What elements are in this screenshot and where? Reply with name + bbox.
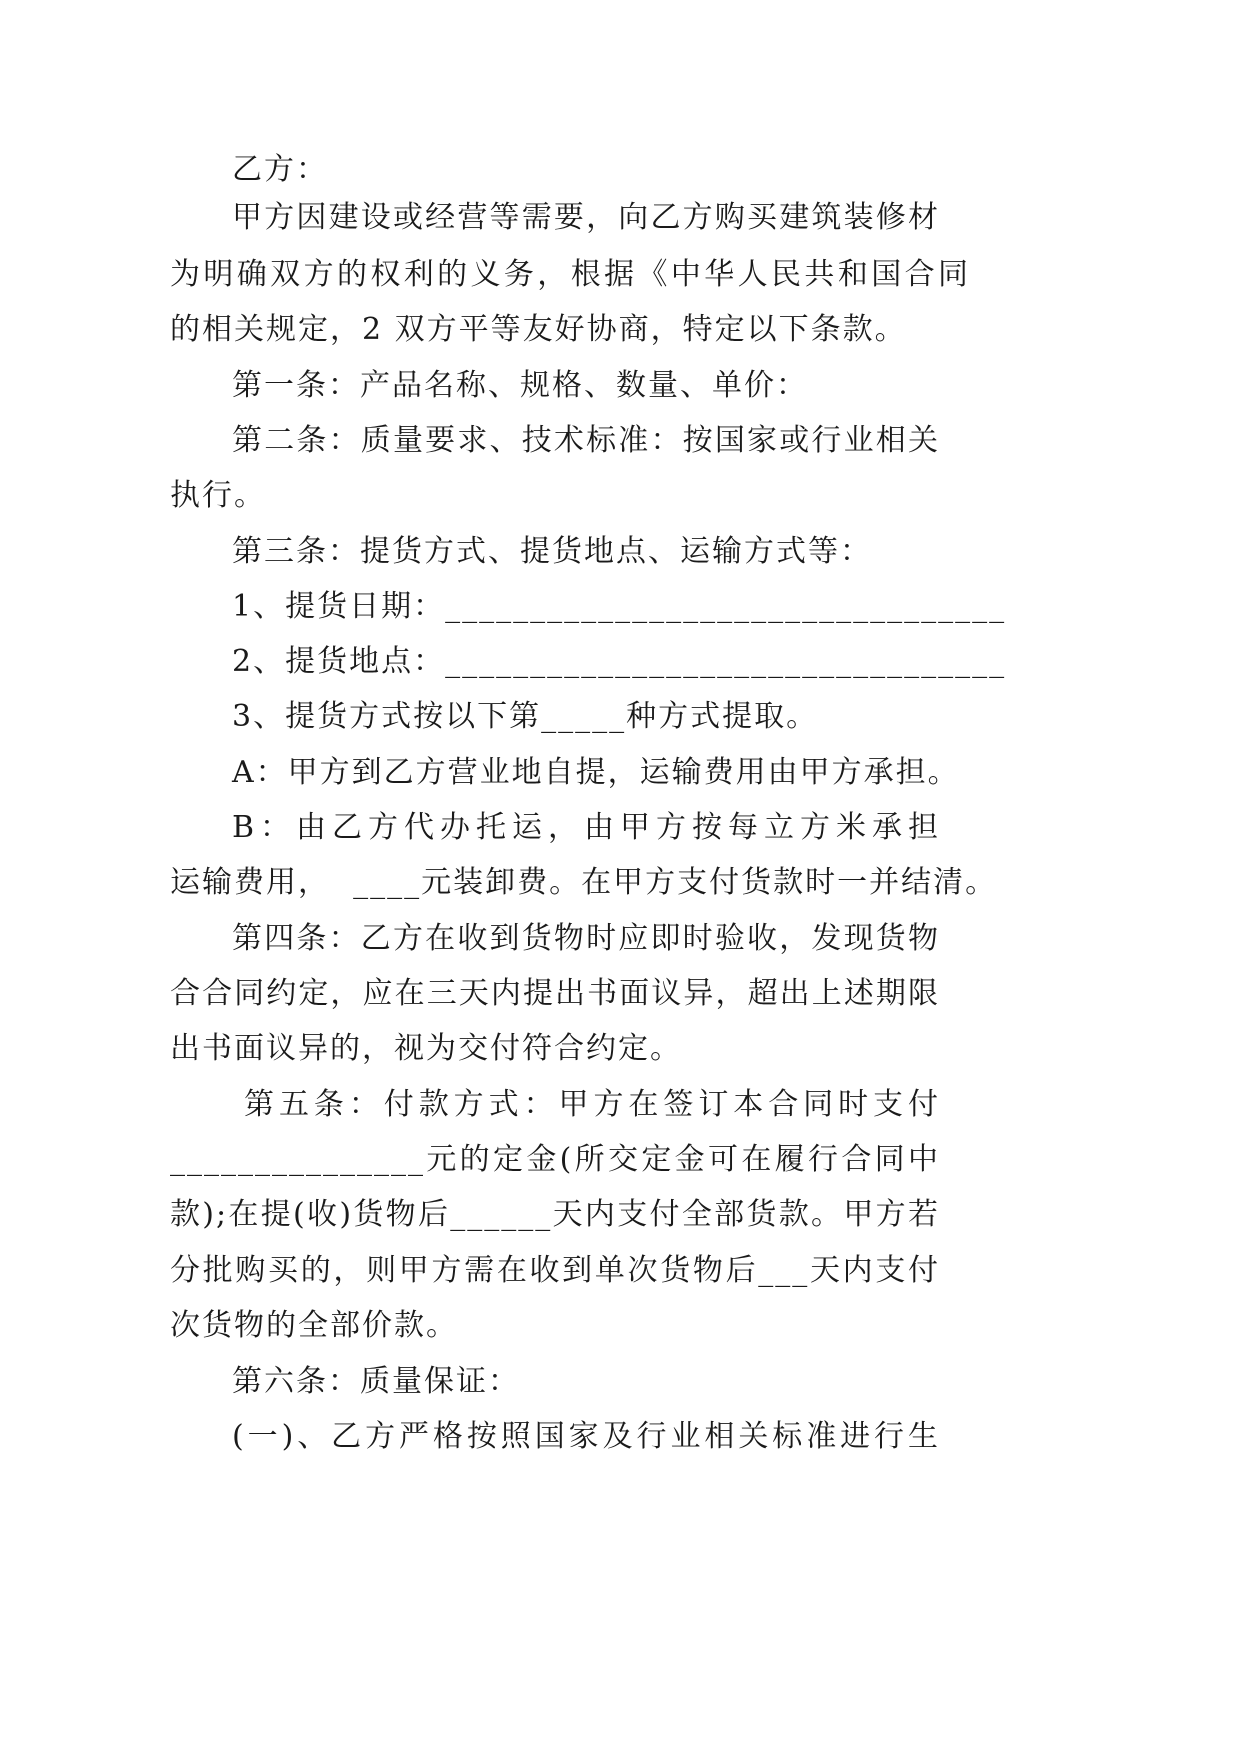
article-2-line-2: 执行。 <box>170 478 266 513</box>
article-5-line-4: 分批购买的，则甲方需在收到单次货物后___天内支付 <box>170 1253 940 1288</box>
preamble-line-1: 甲方因建设或经营等需要，向乙方购买建筑装修材 <box>232 200 940 235</box>
pickup-option-b-line-2: 运输费用， ____元装卸费。在甲方支付货款时一并结清。 <box>170 865 998 900</box>
article-2-line-1: 第二条：质量要求、技术标准：按国家或行业相关 <box>232 423 940 458</box>
preamble-line-2: 为明确双方的权利的义务，根据《中华人民共和国合同 <box>170 257 970 292</box>
article-3: 第三条：提货方式、提货地点、运输方式等： <box>232 534 872 569</box>
article-5-line-5: 次货物的全部价款。 <box>170 1308 458 1343</box>
pickup-option-b-line-1: B：由乙方代办托运，由甲方按每立方米承担 <box>232 810 940 845</box>
pickup-method-field: 3、提货方式按以下第_____种方式提取。 <box>232 699 819 734</box>
article-1: 第一条：产品名称、规格、数量、单价： <box>232 368 808 403</box>
party-b-label: 乙方： <box>232 152 328 187</box>
pickup-option-a: A：甲方到乙方营业地自提，运输费用由甲方承担。 <box>232 755 960 790</box>
pickup-location-field: 2、提货地点：_________________________________ <box>232 644 1007 679</box>
article-6: 第六条：质量保证： <box>232 1364 520 1399</box>
article-4-line-1: 第四条：乙方在收到货物时应即时验收，发现货物 <box>232 921 940 956</box>
article-4-line-2: 合合同约定，应在三天内提出书面议异，超出上述期限 <box>170 976 940 1011</box>
article-5-line-1: 第五条：付款方式：甲方在签订本合同时支付 <box>244 1087 940 1122</box>
article-4-line-3: 出书面议异的，视为交付符合约定。 <box>170 1031 682 1066</box>
article-5-line-2: _______________元的定金(所交定金可在履行合同中 <box>170 1142 940 1177</box>
pickup-date-field: 1、提货日期：_________________________________ <box>232 589 1007 624</box>
article-5-line-3: 款);在提(收)货物后______天内支付全部货款。甲方若 <box>170 1197 940 1232</box>
article-6-clause-1: (一)、乙方严格按照国家及行业相关标准进行生 <box>232 1419 940 1454</box>
preamble-line-3: 的相关规定，2 双方平等友好协商，特定以下条款。 <box>170 312 907 347</box>
